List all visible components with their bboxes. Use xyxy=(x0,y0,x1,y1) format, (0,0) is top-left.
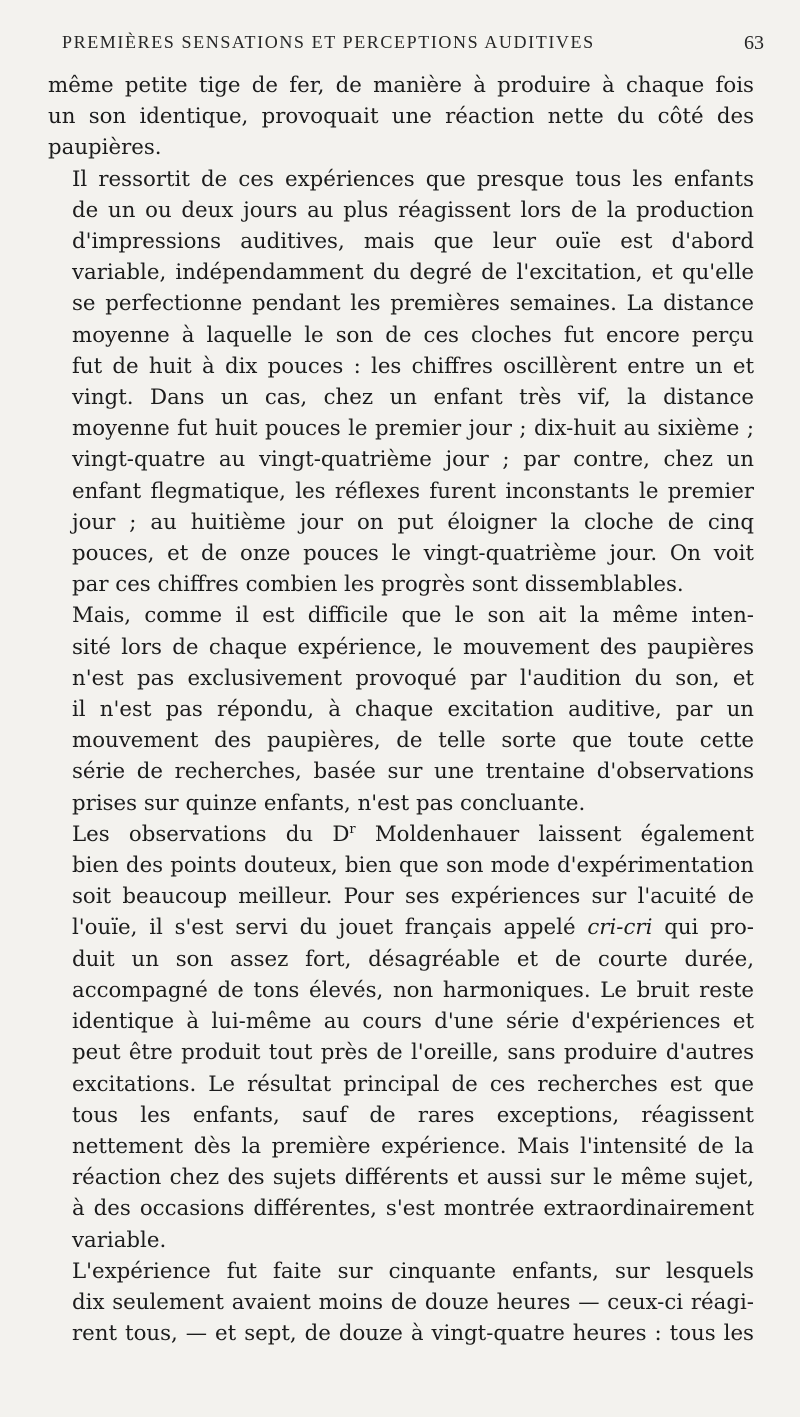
text-line: Mais, comme il est difficile que le son ait la même inten- xyxy=(72,603,754,629)
text-line: nettement dès la première expérience. Mais l'intensité de la xyxy=(72,1133,754,1159)
text-line: excitations. Le résultat principal de ces recherches est que xyxy=(72,1071,754,1097)
text-line: variable. xyxy=(72,1227,167,1253)
text-line: duit un son assez fort, désagréable et de courte durée, xyxy=(72,946,754,972)
paragraph-5 xyxy=(48,1256,754,1350)
text-fragment: qui pro- xyxy=(652,915,754,941)
superscript: r xyxy=(349,821,356,837)
text-line: mouvement des paupières, de telle sorte que toute cette xyxy=(72,728,754,754)
text-line: paupières. xyxy=(48,135,162,161)
paragraph-4 xyxy=(48,819,754,1256)
italic-term: cri-cri xyxy=(587,915,653,941)
text-line: rent tous, — et sept, de douze à vingt-quatre heures : tous les xyxy=(72,1321,754,1347)
text-line: se perfectionne pendant les premières semaines. La distance xyxy=(72,291,754,317)
text-line: prises sur quinze enfants, n'est pas concluante. xyxy=(72,790,586,816)
text-line: fut de huit à dix pouces : les chiffres oscillèrent entre un et xyxy=(72,353,754,379)
text-line: de un ou deux jours au plus réagissent lors de la production xyxy=(72,197,754,223)
page-number: 63 xyxy=(744,32,764,54)
text-line: vingt. Dans un cas, chez un enfant très vif, la distance xyxy=(72,385,754,411)
text-line xyxy=(48,819,754,850)
text-line: à des occasions différentes, s'est montrée extraordinairement xyxy=(72,1196,754,1222)
text-line: accompagné de tons élevés, non harmoniques. Le bruit reste xyxy=(72,977,754,1003)
text-line: peut être produit tout près de l'oreille, sans produire d'autres xyxy=(72,1040,754,1066)
text-line: moyenne à laquelle le son de ces cloches fut encore perçu xyxy=(72,322,754,348)
text-line: vingt-quatre au vingt-quatrième jour ; par contre, chez un xyxy=(72,447,754,473)
text-line: d'impressions auditives, mais que leur ouïe est d'abord xyxy=(72,229,754,255)
text-line: jour ; au huitième jour on put éloigner la cloche de cinq xyxy=(72,509,754,535)
paragraph-3 xyxy=(48,600,754,818)
text-line: n'est pas exclusivement provoqué par l'audition du son, et xyxy=(72,665,754,691)
text-line: sité lors de chaque expérience, le mouvement des paupières xyxy=(72,634,754,660)
text-line: identique à lui-même au cours d'une série d'expériences et xyxy=(72,1009,754,1035)
text-line: il n'est pas répondu, à chaque excitation auditive, par un xyxy=(72,697,754,723)
paragraph-2 xyxy=(48,164,754,601)
text-line: Il ressortit de ces expériences que presque tous les enfants xyxy=(72,166,754,192)
text-line: réaction chez des sujets différents et aussi sur le même sujet, xyxy=(72,1165,754,1191)
text-line: tous les enfants, sauf de rares exceptions, réagissent xyxy=(72,1102,754,1128)
text-line: par ces chiffres combien les progrès sont dissemblables. xyxy=(72,572,684,598)
text-line: série de recherches, basée sur une trentaine d'observations xyxy=(72,759,754,785)
text-line: un son identique, provoquait une réaction nette du côté des xyxy=(48,104,754,130)
body-text xyxy=(48,70,754,1349)
text-line: même petite tige de fer, de manière à produire à chaque fois xyxy=(48,73,754,98)
running-head xyxy=(62,32,764,60)
text-line xyxy=(48,912,754,943)
paragraph-1 xyxy=(48,70,754,164)
running-title: PREMIÈRES SENSATIONS ET PERCEPTIONS AUDITIVES xyxy=(62,32,595,52)
text-line: L'expérience fut faite sur cinquante enfants, sur lesquels xyxy=(72,1258,754,1284)
text-line: dix seulement avaient moins de douze heures — ceux-ci réagi- xyxy=(72,1289,754,1315)
text-line: variable, indépendamment du degré de l'excitation, et qu'elle xyxy=(72,260,754,286)
text-line: enfant flegmatique, les réflexes furent inconstants le premier xyxy=(72,478,754,504)
text-line: bien des points douteux, bien que son mode d'expérimentation xyxy=(72,853,754,879)
text-line: moyenne fut huit pouces le premier jour ; dix-huit au sixième ; xyxy=(72,416,754,442)
text-line: pouces, et de onze pouces le vingt-quatrième jour. On voit xyxy=(72,541,754,567)
text-line: soit beaucoup meilleur. Pour ses expériences sur l'acuité de xyxy=(72,884,754,910)
text-fragment: l'ouïe, il s'est servi du jouet français appelé xyxy=(72,915,588,941)
text-fragment: Les observations du D xyxy=(72,821,350,847)
text-fragment: Moldenhauer laissent également xyxy=(355,821,754,847)
